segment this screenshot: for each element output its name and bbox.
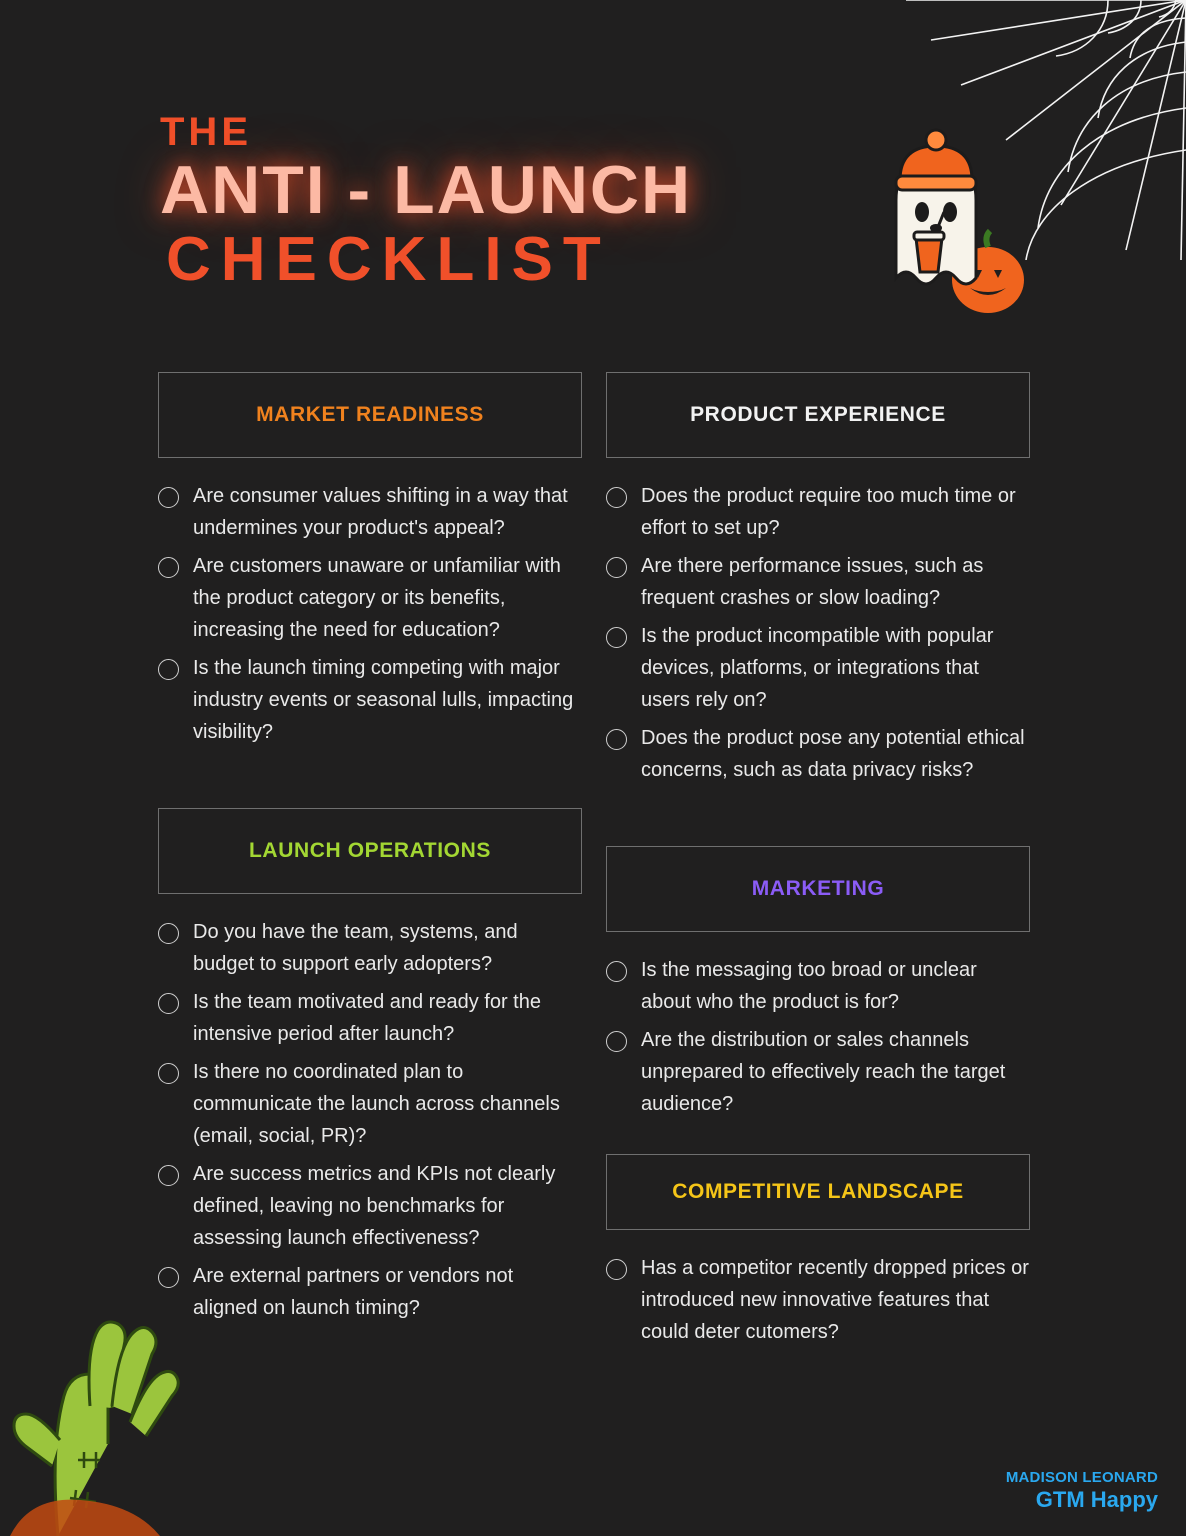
logo-line-2: GTM Happy	[1035, 1486, 1158, 1512]
list-item-label: Is the team motivated and ready for the intensive period after launch?	[193, 991, 541, 1045]
list-item[interactable]	[158, 986, 582, 1050]
title-line-3: CHECKLIST	[166, 225, 611, 295]
section-title: MARKET READINESS	[256, 403, 484, 426]
checkbox-icon[interactable]	[606, 1259, 627, 1280]
section-header-competitive-landscape	[606, 1154, 1030, 1230]
left-column	[158, 372, 582, 1358]
list-item-label: Are the distribution or sales channels unprepared to effectively reach the target audience?	[641, 1029, 1006, 1115]
list-item[interactable]	[158, 916, 582, 980]
checkbox-icon[interactable]	[606, 961, 627, 982]
brand-logo	[1006, 1469, 1158, 1512]
list-item[interactable]	[158, 1158, 582, 1254]
list-item-label: Has a competitor recently dropped prices or introduced new innovative features that could deter cutomers?	[641, 1257, 1029, 1343]
checkbox-icon[interactable]	[158, 1165, 179, 1186]
list-item-label: Are customers unaware or unfamiliar with the product category or its benefits, increasing the need for education?	[193, 555, 561, 641]
list-item-label: Does the product pose any potential ethical concerns, such as data privacy risks?	[641, 727, 1025, 781]
section-launch-operations	[158, 808, 582, 1324]
list-item[interactable]	[606, 480, 1030, 544]
checkbox-icon[interactable]	[158, 1267, 179, 1288]
list-item[interactable]	[606, 954, 1030, 1018]
list-item-label: Are success metrics and KPIs not clearly defined, leaving no benchmarks for assessing launch effectiveness?	[193, 1163, 556, 1249]
section-title: COMPETITIVE LANDSCAPE	[672, 1180, 964, 1203]
section-title: MARKETING	[751, 877, 885, 900]
section-title: LAUNCH OPERATIONS	[249, 839, 491, 862]
checkbox-icon[interactable]	[606, 627, 627, 648]
checkbox-icon[interactable]	[158, 659, 179, 680]
logo-line-1: MADISON LEONARD	[1005, 1469, 1158, 1487]
list-item-label: Are consumer values shifting in a way that undermines your product's appeal?	[193, 485, 568, 539]
section-header-market-readiness	[158, 372, 582, 458]
section-market-readiness	[158, 372, 582, 748]
checkbox-icon[interactable]	[606, 729, 627, 750]
list-item-label: Is the launch timing competing with major industry events or seasonal lulls, impacting visibility?	[193, 657, 574, 743]
list-item[interactable]	[158, 652, 582, 748]
list-item[interactable]	[158, 1260, 582, 1324]
list-item[interactable]	[158, 480, 582, 544]
checklist-marketing	[606, 954, 1030, 1120]
right-column	[606, 372, 1030, 1382]
checklist-product-experience	[606, 480, 1030, 786]
section-title: PRODUCT EXPERIENCE	[690, 403, 946, 426]
checkbox-icon[interactable]	[158, 557, 179, 578]
title-line-1: THE	[160, 110, 252, 154]
section-marketing	[606, 846, 1030, 1120]
title-line-2: ANTI - LAUNCH	[160, 152, 693, 228]
checkbox-icon[interactable]	[158, 487, 179, 508]
list-item[interactable]	[606, 620, 1030, 716]
checkbox-icon[interactable]	[606, 1031, 627, 1052]
list-item-label: Are there performance issues, such as frequent crashes or slow loading?	[641, 555, 984, 609]
list-item-label: Are external partners or vendors not aligned on launch timing?	[193, 1265, 514, 1319]
ghost-with-beanie-icon	[856, 120, 1036, 320]
list-item-label: Does the product require too much time or effort to set up?	[641, 485, 1016, 539]
checklist-launch-operations	[158, 916, 582, 1324]
list-item[interactable]	[606, 1252, 1030, 1348]
section-competitive-landscape	[606, 1154, 1030, 1348]
list-item[interactable]	[606, 550, 1030, 614]
section-product-experience	[606, 372, 1030, 786]
list-item-label: Do you have the team, systems, and budget to support early adopters?	[193, 921, 518, 975]
section-header-product-experience	[606, 372, 1030, 458]
section-header-marketing	[606, 846, 1030, 932]
poster-title	[160, 110, 800, 295]
list-item-label: Is the messaging too broad or unclear about who the product is for?	[641, 959, 977, 1013]
checklist-competitive-landscape	[606, 1252, 1030, 1348]
section-header-launch-operations	[158, 808, 582, 894]
list-item[interactable]	[606, 722, 1030, 786]
checkbox-icon[interactable]	[158, 923, 179, 944]
checklist-market-readiness	[158, 480, 582, 748]
list-item[interactable]	[158, 1056, 582, 1152]
checkbox-icon[interactable]	[158, 1063, 179, 1084]
list-item[interactable]	[158, 550, 582, 646]
list-item-label: Is there no coordinated plan to communicate the launch across channels (email, social, PR)?	[193, 1061, 560, 1147]
checkbox-icon[interactable]	[606, 487, 627, 508]
list-item-label: Is the product incompatible with popular devices, platforms, or integrations that users rely on?	[641, 625, 994, 711]
checkbox-icon[interactable]	[158, 993, 179, 1014]
checkbox-icon[interactable]	[606, 557, 627, 578]
list-item[interactable]	[606, 1024, 1030, 1120]
